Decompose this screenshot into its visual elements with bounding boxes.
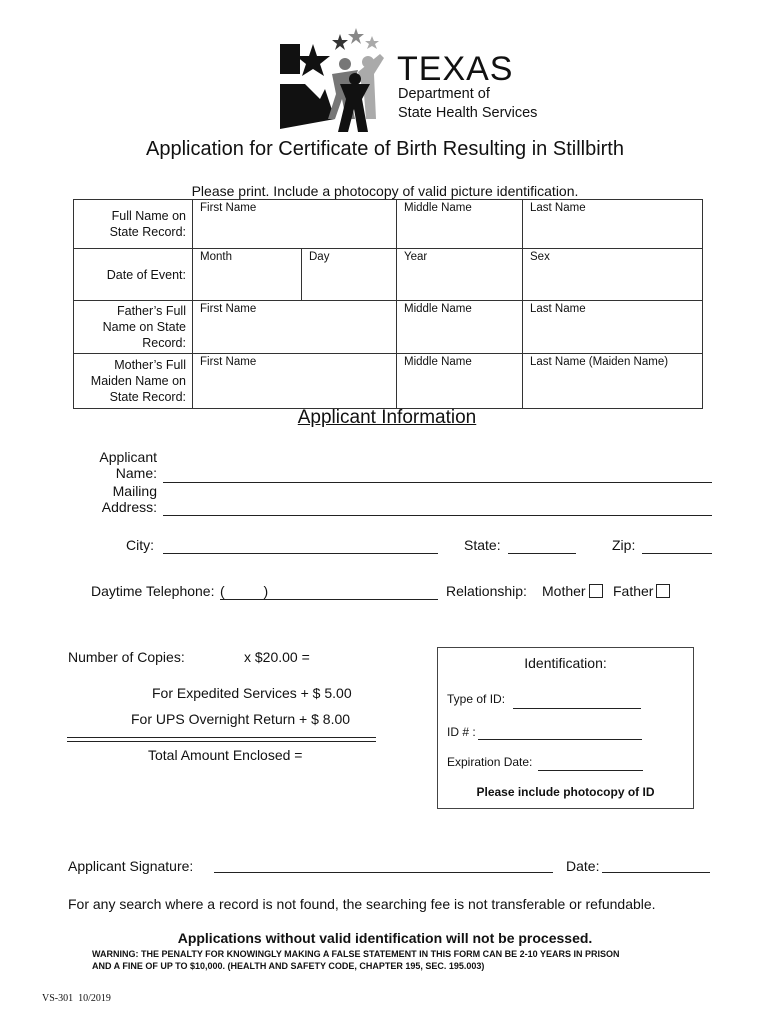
signature-date-label: Date: [566,858,600,874]
id-number-label: ID # : [447,725,476,739]
instructions: Please print. Include a photocopy of valid picture identification. [191,183,579,199]
identification-warning: Applications without valid identification will not be processed. [177,930,593,946]
month-field[interactable]: Month [193,249,302,301]
expiration-date-line[interactable] [538,754,643,771]
refund-notice: For any search where a record is not found, the searching fee is not transferable or refundable. [68,896,656,912]
city-line[interactable] [163,537,438,554]
father-option-label: Father [613,583,654,599]
mother-maiden-name-field[interactable]: Last Name (Maiden Name) [523,354,703,409]
father-option [613,583,670,599]
zip-label: Zip: [612,537,636,553]
form-id: VS-301 10/2019 [42,993,111,1004]
expedited-fee: For Expedited Services + $ 5.00 [152,685,352,701]
state-label: State: [464,537,501,553]
child-first-name-field[interactable]: First Name [193,200,397,249]
identification-title: Identification: [524,655,607,671]
father-name-label: Father’s Full Name on State Record: [74,301,193,354]
mailing-address-label: Mailing Address: [101,483,157,515]
type-of-id-line[interactable] [513,692,641,709]
expiration-date-label: Expiration Date: [447,755,533,769]
relationship-label: Relationship: [446,583,527,599]
year-field[interactable]: Year [397,249,523,301]
page-title: Application for Certificate of Birth Resulting in Stillbirth [146,138,624,160]
signature-label: Applicant Signature: [68,858,194,874]
ups-fee: For UPS Overnight Return + $ 8.00 [131,711,351,727]
penalty-warning-line2: AND A FINE OF UP TO $10,000. (HEALTH AND SAFETY CODE, CHAPTER 195, SEC. 195.003) [92,961,485,971]
number-of-copies-label: Number of Copies: [68,649,185,665]
mother-option-label: Mother [542,583,586,599]
copies-price: x $20.00 = [244,649,310,665]
applicant-name-line[interactable] [163,466,712,483]
type-of-id-label: Type of ID: [447,692,506,706]
photocopy-note: Please include photocopy of ID [476,785,655,799]
logo-department-text: Department of [398,86,490,102]
mother-middle-name-field[interactable]: Middle Name [397,354,523,409]
signature-date-line[interactable] [602,856,710,873]
daytime-telephone-label: Daytime Telephone: [91,583,215,599]
father-first-name-field[interactable]: First Name [193,301,397,354]
mother-option [542,583,603,599]
father-checkbox[interactable] [656,584,670,598]
child-middle-name-field[interactable]: Middle Name [397,200,523,249]
sex-field[interactable]: Sex [523,249,703,301]
father-last-name-field[interactable]: Last Name [523,301,703,354]
applicant-name-label: Applicant Name: [99,449,157,481]
day-field[interactable]: Day [302,249,397,301]
mother-first-name-field[interactable]: First Name [193,354,397,409]
record-table [73,199,703,409]
signature-line[interactable] [214,856,553,873]
id-number-line[interactable] [478,723,642,740]
penalty-warning-line1: WARNING: THE PENALTY FOR KNOWINGLY MAKING A FALSE STATEMENT IN THIS FORM CAN BE 2-10 YEARS IN PRISON [92,949,620,959]
city-label: City: [126,537,154,553]
identification-box [437,647,694,809]
applicant-section-title: Applicant Information [297,407,477,428]
date-of-event-label: Date of Event: [74,249,193,301]
telephone-line[interactable]: ( ) [220,583,438,600]
logo-texas-text: TEXAS [397,50,514,88]
zip-line[interactable] [642,537,712,554]
logo-dshs-text: State Health Services [398,105,538,121]
mailing-address-line[interactable] [163,499,712,516]
mother-checkbox[interactable] [589,584,603,598]
full-name-label: Full Name on State Record: [74,200,193,249]
child-last-name-field[interactable]: Last Name [523,200,703,249]
mother-name-label: Mother’s Full Maiden Name on State Record: [74,354,193,409]
state-line[interactable] [508,537,576,554]
total-divider-top [67,737,376,738]
father-middle-name-field[interactable]: Middle Name [397,301,523,354]
total-divider-bottom [67,741,376,742]
total-amount-label: Total Amount Enclosed = [148,747,303,763]
texas-dshs-logo [280,24,550,134]
